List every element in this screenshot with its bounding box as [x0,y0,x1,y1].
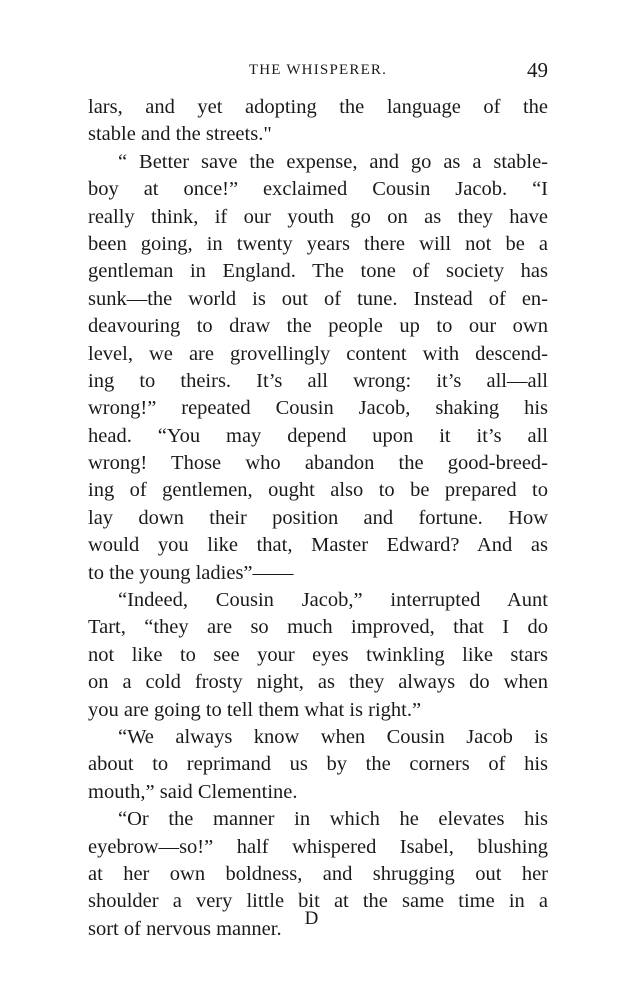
text-line: gentleman in England. The tone of society has [88,260,548,283]
text-line: mouth,” said Clementine. [88,780,298,803]
text-line: ing to theirs. It’s all wrong: it’s all—all [88,369,548,392]
text-line: boy at once!” exclaimed Cousin Jacob. “I [88,178,548,201]
text-line: deavouring to draw the people up to our own [88,315,548,338]
text-line: stable and the streets." [88,123,272,146]
signature-mark: D [304,908,319,929]
text-line: ing of gentlemen, ought also to be prepared to [88,479,548,502]
text-line: head. “You may depend upon it it’s all [88,424,548,447]
text-line: lay down their position and fortune. How [88,506,548,529]
text-line: “ Better save the expense, and go as a stable- [118,150,548,173]
running-title: THE WHISPERER. [248,62,388,78]
text-line: would you like that, Master Edward? And as [88,534,548,557]
text-line: “We always know when Cousin Jacob is [118,725,548,748]
text-line: about to reprimand us by the corners of his [88,753,548,776]
text-line: sort of nervous manner. [88,917,282,940]
text-line: been going, in twenty years there will not be a [88,232,548,255]
text-line: eyebrow—so!” half whispered Isabel, blushing [88,835,548,858]
body-text [88,94,548,943]
text-line: really think, if our youth go on as they have [88,205,548,228]
text-line: wrong!” repeated Cousin Jacob, shaking his [88,397,548,420]
text-line: wrong! Those who abandon the good-breed- [88,452,548,475]
text-line: you are going to tell them what is right.” [88,698,422,721]
text-line: to the young ladies”—— [88,561,294,584]
text-line: lars, and yet adopting the language of the [88,96,548,118]
text-line: sunk—the world is out of tune. Instead of en- [88,287,548,310]
text-line: at her own boldness, and shrugging out her [88,862,548,885]
running-head [88,58,548,82]
text-line: not like to see your eyes twinkling like stars [88,643,548,666]
text-line: level, we are grovellingly content with descend- [88,342,548,365]
page-number: 49 [527,58,548,82]
text-line: “Or the manner in which he elevates his [118,808,548,831]
text-line: on a cold frosty night, as they always do when [88,671,548,694]
text-line: Tart, “they are so much improved, that I do [88,616,548,639]
text-line: “Indeed, Cousin Jacob,” interrupted Aunt [118,589,548,612]
text-line: shoulder a very little bit at the same time in a [88,890,548,913]
